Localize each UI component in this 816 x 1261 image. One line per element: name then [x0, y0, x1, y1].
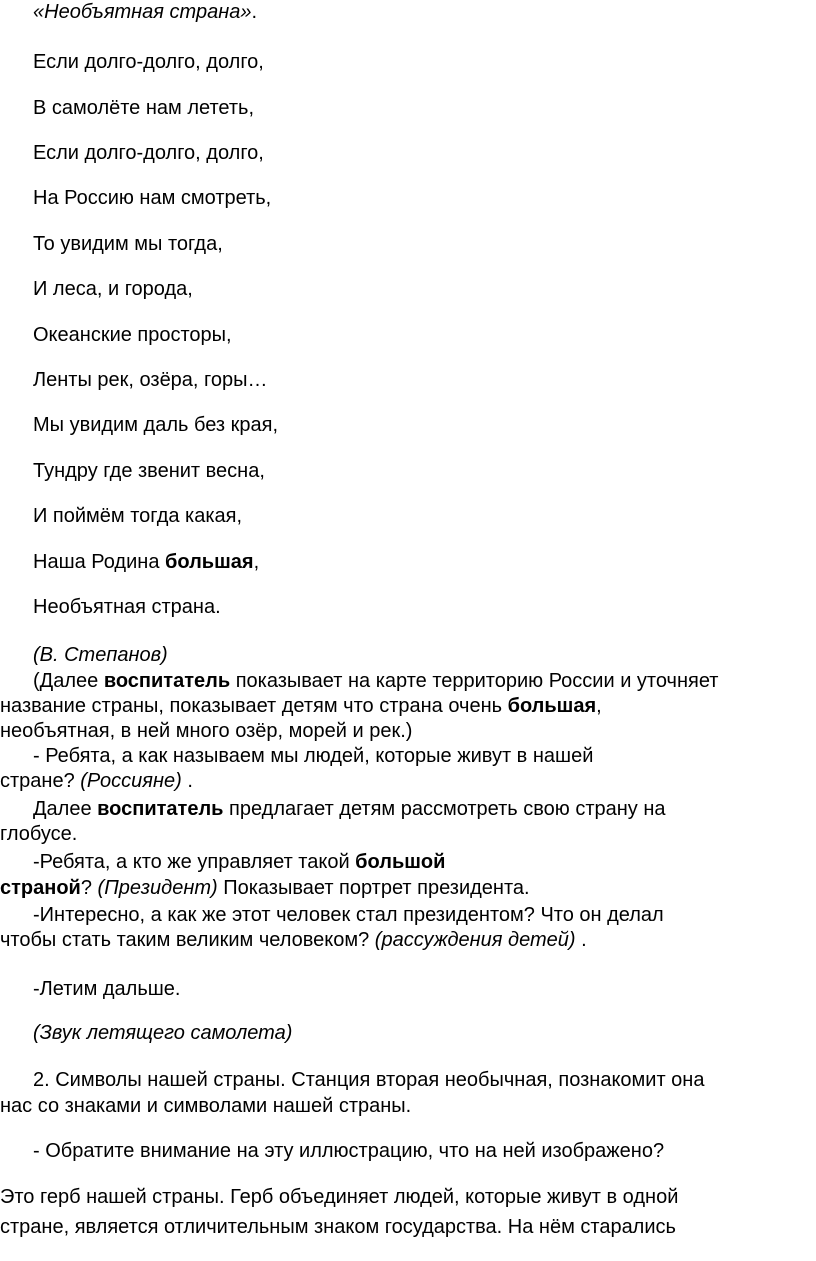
- poem-author: (В. Степанов): [33, 644, 168, 666]
- paragraph-map-line-3: необъятная, в ней много озёр, морей и рек.): [0, 720, 413, 742]
- question-how: -Интересно, а как же этот человек стал президентом? Что он делал: [33, 904, 664, 926]
- paragraph-globe-line-2: глобусе.: [0, 823, 78, 845]
- poem-line: И поймём тогда какая,: [33, 505, 243, 527]
- poem-line: Ленты рек, озёра, горы…: [33, 369, 268, 391]
- poem-line: Тундру где звенит весна,: [33, 460, 265, 482]
- section-symbols-line-2: нас со знаками и символами нашей страны.: [0, 1095, 412, 1117]
- question-president: -Ребята, а кто же управляет такой большой: [33, 851, 446, 873]
- paragraph-gerb: Это герб нашей страны. Герб объединяет людей, которые живут в одной: [0, 1186, 679, 1208]
- poem-line: Если долго-долго, долго,: [33, 142, 264, 164]
- paragraph-gerb-line-2: стране, является отличительным знаком государства. На нём старались: [0, 1216, 676, 1238]
- question-how-line-2: чтобы стать таким великим человеком? (рассуждения детей) .: [0, 929, 587, 951]
- sound-note: (Звук летящего самолета): [33, 1022, 293, 1044]
- question-people-line-2: стране? (Россияне) .: [0, 770, 193, 792]
- poem-line: На Россию нам смотреть,: [33, 187, 272, 209]
- question-illustration: - Обратите внимание на эту иллюстрацию, что на ней изображено?: [33, 1140, 665, 1162]
- section-symbols: 2. Символы нашей страны. Станция вторая необычная, познакомит она: [33, 1069, 705, 1091]
- poem-title: «Необъятная страна».: [33, 1, 258, 23]
- poem-line: Если долго-долго, долго,: [33, 51, 264, 73]
- poem-line: Океанские просторы,: [33, 324, 232, 346]
- paragraph-globe: Далее воспитатель предлагает детям рассмотреть свою страну на: [33, 798, 666, 820]
- poem-line: Мы увидим даль без края,: [33, 414, 278, 436]
- poem-line: То увидим мы тогда,: [33, 233, 223, 255]
- question-president-line-2: страной? (Президент) Показывает портрет президента.: [0, 877, 530, 899]
- fly-further: -Летим дальше.: [33, 978, 181, 1000]
- poem-last-line: Необъятная страна.: [33, 596, 221, 618]
- poem-line: В самолёте нам лететь,: [33, 97, 254, 119]
- paragraph-map: (Далее воспитатель показывает на карте территорию России и уточняет: [33, 670, 719, 692]
- poem-line-big: Наша Родина большая,: [33, 551, 260, 573]
- question-people: - Ребята, а как называем мы людей, которые живут в нашей: [33, 745, 594, 767]
- poem-line: И леса, и города,: [33, 278, 193, 300]
- paragraph-map-line-2: название страны, показывает детям что страна очень большая,: [0, 695, 602, 717]
